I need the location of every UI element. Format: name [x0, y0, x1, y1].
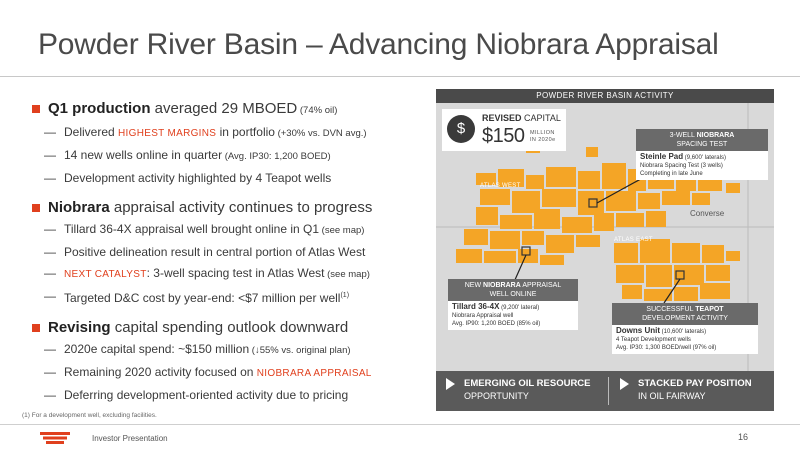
footer-label: Investor Presentation	[92, 434, 168, 443]
bullet-square-icon	[32, 324, 40, 332]
bullet-revising: Revising capital spending outlook downward	[30, 319, 420, 337]
dollar-refresh-icon: $	[447, 115, 475, 143]
play-arrow-icon	[620, 378, 629, 390]
map-panel	[436, 89, 774, 411]
callout-spacing-test: 3-WELL NIOBRARA SPACING TEST Steinle Pad (9,600' laterals) Niobrara Spacing Test (3 wells) Completing in late June	[636, 129, 768, 180]
sub-bullet: — Development activity highlighted by 4 Teapot wells	[44, 171, 332, 185]
bullet-list	[30, 100, 420, 408]
bullet-note: (74% oil)	[297, 105, 338, 116]
play-arrow-icon	[446, 378, 455, 390]
map-header: POWDER RIVER BASIN ACTIVITY	[436, 89, 774, 103]
sub-bullet: — Delivered HIGHEST MARGINS in portfolio (+30% vs. DVN avg.)	[44, 125, 367, 139]
revised-capital-box	[442, 109, 566, 151]
map-footer	[436, 371, 774, 411]
callout-teapot: SUCCESSFUL TEAPOT DEVELOPMENT ACTIVITY Downs Unit (10,600' laterals) 4 Teapot Development wells Avg. IP30: 1,300 BOED/well (97% oil)	[612, 303, 758, 354]
sub-bullet: — Tillard 36-4X appraisal well brought online in Q1 (see map)	[44, 222, 365, 236]
bullet-bold: Q1 production	[48, 100, 151, 117]
callout-niobrara-appraisal: NEW NIOBRARA APPRAISAL WELL ONLINE Tillard 36-4X (9,200' lateral) Niobrara Appraisal well Avg. IP90: 1,200 BOED (85% oil)	[448, 279, 578, 330]
capital-label: REVISED CAPITAL	[482, 113, 561, 123]
footer-divider	[608, 377, 609, 405]
footer-stacked-pay: STACKED PAY POSITION IN OIL FAIRWAY	[638, 378, 752, 401]
atlas-west-label: ATLAS WEST	[480, 183, 521, 189]
bullet-square-icon	[32, 105, 40, 113]
page-title: Powder River Basin – Advancing Niobrara Appraisal	[38, 28, 719, 61]
footer-emerging-oil: EMERGING OIL RESOURCE OPPORTUNITY	[464, 378, 591, 401]
footnote: (1) For a development well, excluding facilities.	[22, 412, 157, 419]
sub-bullet: — NEXT CATALYST: 3-well spacing test in Atlas West (see map)	[44, 266, 370, 280]
footer-divider	[0, 424, 800, 425]
bullet-niobrara: Niobrara appraisal activity continues to progress	[30, 199, 420, 217]
sub-bullet: — 14 new wells online in quarter (Avg. IP30: 1,200 BOED)	[44, 148, 331, 162]
bullet-text: averaged 29 MBOED	[150, 100, 298, 117]
bullet-q1-production	[30, 100, 420, 120]
sub-bullet: — Deferring development-oriented activity due to pricing	[44, 388, 349, 402]
converse-label: Converse	[690, 209, 725, 218]
capital-amount: $150	[482, 125, 525, 147]
sub-bullet: — Positive delineation result in central portion of Atlas West	[44, 245, 366, 259]
bullet-square-icon	[32, 204, 40, 212]
sub-bullet: — 2020e capital spend: ~$150 million (↓55% vs. original plan)	[44, 342, 351, 356]
company-logo-icon	[40, 431, 70, 445]
atlas-east-label: ATLAS EAST	[614, 237, 653, 243]
title-divider	[0, 76, 800, 77]
sub-bullet: — Remaining 2020 activity focused on NIOBRARA APPRAISAL	[44, 365, 372, 379]
page-number: 16	[738, 432, 749, 442]
capital-unit: MILLION IN 2020e	[530, 130, 556, 143]
sub-bullet: — Targeted D&C cost by year-end: <$7 million per well$^{(1)}$	[44, 289, 350, 305]
